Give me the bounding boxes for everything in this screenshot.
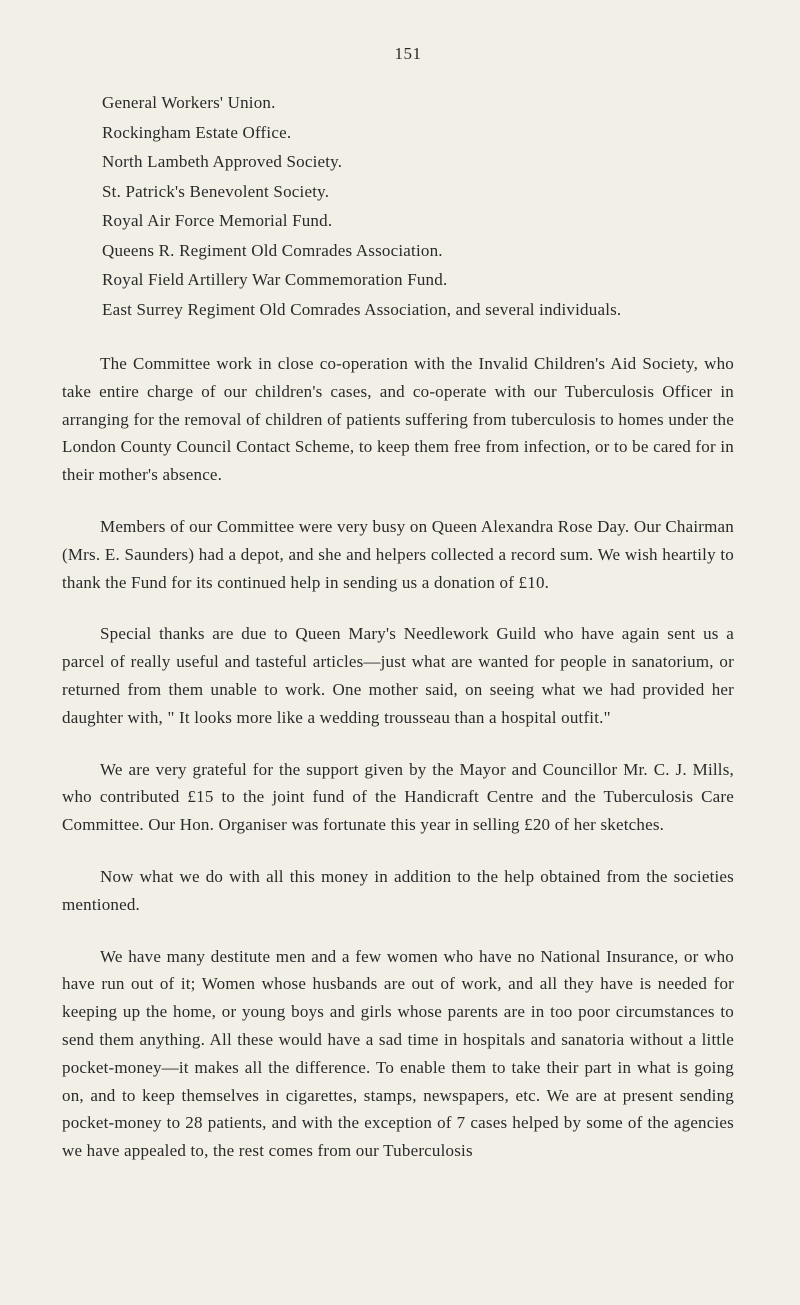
list-item: East Surrey Regiment Old Comrades Association, and several individuals. xyxy=(102,299,622,319)
paragraph-rose-day: Members of our Committee were very busy on Queen Alexandra Rose Day. Our Chairman (Mrs. E. Saunders) had a depot, and she and helpers collected a record sum. We wish heartily to thank the Fund for its continued help in sending us a donation of £10. xyxy=(62,516,734,592)
list-item: Rockingham Estate Office. xyxy=(102,122,292,142)
paragraph-needlework-guild: Special thanks are due to Queen Mary's Needlework Guild who have again sent us a parcel of really useful and tasteful articles—just what are wanted for people in sanatorium, or returned from them unable to work. One mother said, on seeing what we had provided her daughter with, " It looks more like a wedding trousseau than a hospital outfit." xyxy=(62,624,734,727)
list-item: Royal Field Artillery War Commemoration Fund. xyxy=(102,270,448,289)
paragraph-care-committee: The Committee work in close co-operation with the Invalid Children's Aid Society, who take entire charge of our children's cases, and co-operate with our Tuberculosis Officer in arranging for the removal of children of patients suffering from tuberculosis to homes under the London County Council Contact Scheme, to keep them free from infection, or to be cared for in their mother's absence. xyxy=(62,354,734,485)
paragraph-pocket-money: We have many destitute men and a few women who have no National Insurance, or who have run out of it; Women whose husbands are out of work, and all they have is needed for keeping up the home, or young boys and girls whose parents are in too poor circumstances to send them anything. All these would have a sad time in hospitals and sanatoria without a little pocket-money—it makes all the difference. To enable them to take their part in what is going on, and to keep themselves in cigarettes, stamps, newspapers, etc. We are at present sending pocket-money to 28 patients, and with the exception of 7 cases helped by some of the agencies we have appealed to, the rest comes from our Tuberculosis xyxy=(62,946,734,1161)
list-item: General Workers' Union. xyxy=(102,93,276,112)
page-number: 151 xyxy=(394,44,422,63)
paragraph-money-use: Now what we do with all this money in addition to the help obtained from the societies mentioned. xyxy=(62,866,734,914)
list-item: Royal Air Force Memorial Fund. xyxy=(102,211,333,230)
list-item: St. Patrick's Benevolent Society. xyxy=(102,181,330,201)
list-item: North Lambeth Approved Society. xyxy=(102,152,343,171)
paragraph-mayor-support: We are very grateful for the support given by the Mayor and Councillor Mr. C. J. Mills, who contributed £15 to the joint fund of the Handicraft Centre and the Tuberculosis Care Committee. Our Hon. Organiser was fortunate this year in selling £20 of her sketches. xyxy=(62,759,734,835)
document-page xyxy=(62,44,734,1189)
list-item: Queens R. Regiment Old Comrades Association. xyxy=(102,240,443,260)
organisation-list xyxy=(62,88,734,324)
